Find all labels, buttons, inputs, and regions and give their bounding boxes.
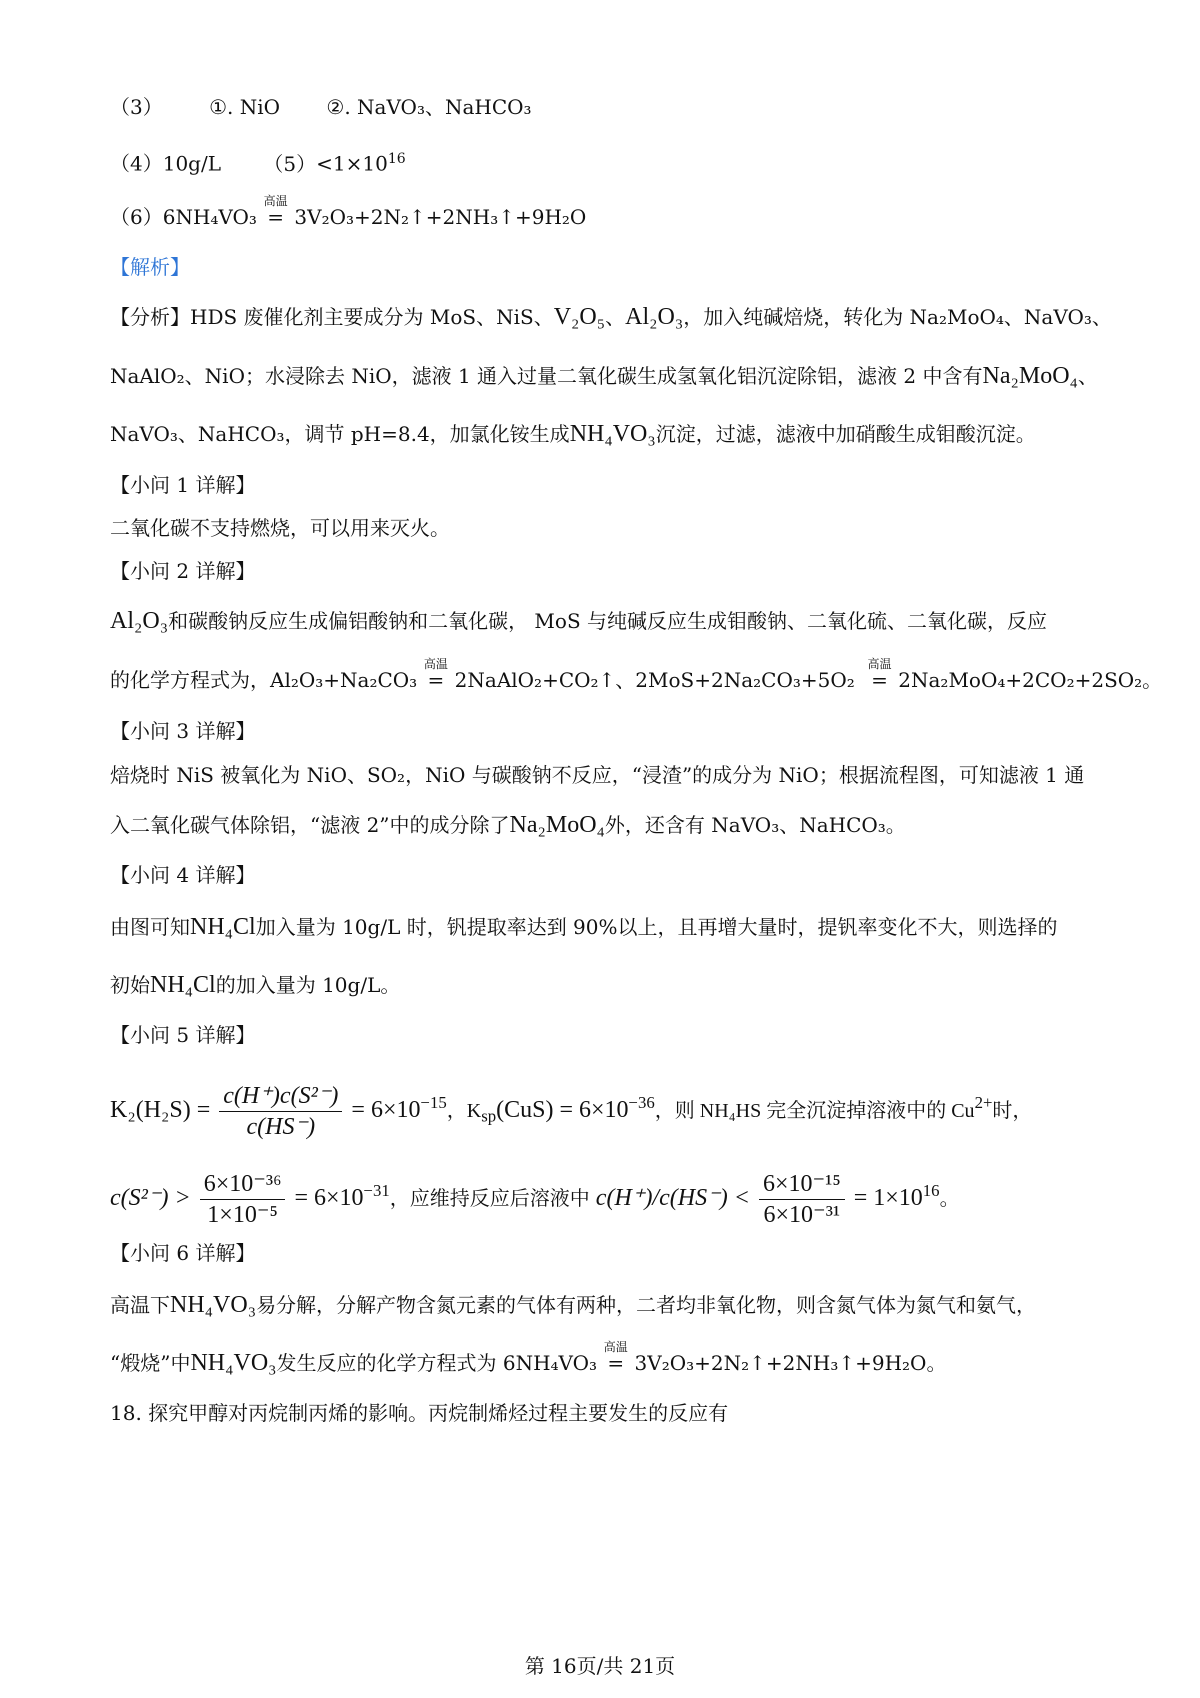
text: 的化学方程式为，: [110, 668, 270, 692]
q5-heading: 【小问 5 详解】: [110, 1023, 256, 1047]
answer-num: （4）: [110, 151, 163, 176]
q6-line-1: [110, 1290, 1100, 1320]
q2-line-2: [110, 657, 1163, 695]
q4-line-2: [110, 970, 1100, 1000]
formula: NH₄VO₃: [190, 1350, 277, 1376]
exponent: 16: [387, 151, 406, 167]
formula: NH₄Cl: [150, 972, 216, 998]
text: “煅烧”中: [110, 1351, 191, 1375]
analysis-line-3: [110, 419, 1100, 449]
exponent: 2+: [974, 1093, 993, 1112]
subscript: sp: [481, 1106, 497, 1126]
equation-rhs: 3V₂O₃+2N₂↑+2NH₃↑+9H₂O。: [634, 1351, 947, 1375]
text: ，则 NH₄HS 完全沉淀掉溶液中的 Cu: [654, 1100, 975, 1123]
value: = 6×10: [351, 1097, 421, 1124]
text: 发生反应的化学方程式为 6NH₄VO₃: [276, 1351, 598, 1375]
text: 时，: [992, 1100, 1033, 1123]
formula: c(S²⁻) >: [110, 1185, 191, 1212]
condition-label: 高温: [603, 1340, 628, 1354]
equation-lhs: 6NH₄VO₃: [162, 205, 257, 229]
formula: Na₂MoO₄: [982, 363, 1078, 389]
text: 易分解，分解产物含氮元素的气体有两种，二者均非氧化物，则含氮气体为氮气和氨气，: [256, 1293, 1037, 1317]
reaction-condition: 高温 =: [603, 1348, 628, 1378]
text: 。: [939, 1188, 960, 1211]
text: 、: [1077, 364, 1098, 388]
answer-part: ①. NiO: [209, 95, 281, 119]
q2-heading: 【小问 2 详解】: [110, 559, 256, 583]
fraction-denominator: 1×10⁻⁵: [207, 1202, 278, 1229]
answer-4-5: [110, 144, 1100, 179]
equation-rhs: 3V₂O₃+2N₂↑+2NH₃↑+9H₂O: [294, 205, 587, 229]
text: 和碳酸钠反应生成偏铝酸钠和二氧化碳， MoS 与纯碱反应生成钼酸钠、二氧化硫、二氧化碳，反应: [168, 609, 1048, 633]
fraction-numerator: 6×10⁻³⁶: [200, 1169, 286, 1200]
text: ，加入纯碱焙烧，转化为 Na₂MoO₄、NaVO₃、: [683, 305, 1112, 329]
formula: K₂(H₂S): [110, 1097, 191, 1124]
analysis-label: 【分析】: [110, 305, 190, 329]
text: HDS 废催化剂主要成分为 MoS、NiS、: [190, 305, 554, 329]
formula: c(H⁺)/c(HS⁻) <: [595, 1185, 750, 1212]
exponent: −36: [628, 1093, 655, 1112]
fraction: [200, 1169, 286, 1230]
equation-rhs: 2Na₂MoO₄+2CO₂+2SO₂。: [898, 668, 1163, 692]
formula: NH₄VO₃: [170, 1292, 257, 1318]
analysis-line-2: [110, 361, 1100, 391]
reaction-condition: 高温 =: [424, 665, 449, 695]
equation-lhs: Al₂O₃+Na₂CO₃: [270, 668, 418, 692]
q6-line-2: [110, 1340, 1100, 1378]
text: 由图可知: [110, 915, 190, 939]
answer-part: ②. NaVO₃、NaHCO₃: [326, 95, 532, 119]
formula: V₂O₅: [553, 304, 606, 330]
q1-heading: 【小问 1 详解】: [110, 473, 256, 497]
fraction: [759, 1169, 845, 1230]
condition-label: 高温: [867, 657, 892, 671]
text: 、: [605, 305, 626, 329]
formula: Al₂O₃: [110, 608, 169, 634]
answer-num: （3）: [110, 95, 163, 119]
text: NaAlO₂、NiO；水浸除去 NiO，滤液 1 通入过量二氧化碳生成氢氧化铝沉淀除铝，滤液 2 中含有: [110, 364, 983, 388]
question-18: 18. 探究甲醇对丙烷制丙烯的影响。丙烷制烯烃过程主要发生的反应有: [110, 1401, 729, 1425]
page-footer: 第 16页/共 21页: [524, 1654, 676, 1678]
q2-line-1: [110, 606, 1100, 636]
condition-label: 高温: [263, 194, 288, 208]
q6-heading: 【小问 6 详解】: [110, 1241, 256, 1265]
text: 加入量为 10g/L 时，钒提取率达到 90%以上，且再增大量时，提钒率变化不大，则选择的: [255, 915, 1058, 939]
text: 入二氧化碳气体除铝，“滤液 2”中的成分除了: [110, 813, 510, 837]
fraction: [219, 1081, 342, 1142]
q4-heading: 【小问 4 详解】: [110, 863, 256, 887]
text: 的加入量为 10g/L。: [215, 973, 401, 997]
text: 外，还含有 NaVO₃、NaHCO₃。: [604, 813, 906, 837]
formula: NH₄VO₃: [569, 421, 656, 447]
analysis-line-1: [110, 302, 1112, 332]
q3-heading: 【小问 3 详解】: [110, 719, 256, 743]
answer-num: （6）: [110, 205, 163, 229]
q3-line-2: [110, 810, 1100, 840]
exponent: 16: [922, 1181, 940, 1200]
reaction-condition: 高温 =: [867, 665, 892, 695]
text: 初始: [110, 973, 150, 997]
answer-6: [110, 194, 1100, 232]
answer-text: <1×10: [316, 151, 388, 176]
q5-equation-1: K₂(H₂S) = $\frac{\text{c(H⁺)c(S²⁻)}}{c(HS^-)}$ = $6\times 10^{-15}$，$K_{sp}(CuS) = 6\times 10^{-36}$，则 NH₄HS 完全沉淀掉溶液中的 $Cu^{2+}$时，: [110, 1083, 1033, 1141]
jiexi-heading: 【解析】: [110, 255, 190, 279]
q1-text: 二氧化碳不支持燃烧，可以用来灭火。: [110, 516, 450, 540]
exponent: −31: [363, 1181, 390, 1200]
text: 沉淀，过滤，滤液中加硝酸生成钼酸沉淀。: [655, 422, 1036, 446]
text: 高温下: [110, 1293, 170, 1317]
formula: NH₄Cl: [190, 914, 256, 940]
q5-equation-2: [110, 1158, 1100, 1229]
fraction-denominator: c(HS⁻): [246, 1114, 316, 1141]
fraction-numerator: c(H⁺)c(S²⁻): [219, 1081, 342, 1112]
value: = 6×10: [294, 1185, 364, 1212]
text: ，K: [446, 1100, 482, 1123]
fraction-numerator: 6×10⁻¹⁵: [759, 1169, 845, 1200]
value: (CuS) = 6×10: [496, 1097, 629, 1124]
q4-line-1: [110, 912, 1100, 942]
q3-line-1: 焙烧时 NiS 被氧化为 NiO、SO₂，NiO 与碳酸钠不反应，“浸渣”的成分为 NiO；根据流程图，可知滤液 1 通: [110, 763, 1085, 787]
answer-text: 10g/L: [162, 151, 222, 176]
condition-label: 高温: [423, 657, 448, 671]
exponent: −15: [420, 1093, 447, 1112]
answer-num: （5）: [263, 151, 317, 176]
text: ，应维持反应后溶液中: [389, 1188, 590, 1211]
answer-3: [110, 92, 1100, 122]
text: NaVO₃、NaHCO₃，调节 pH=8.4，加氯化铵生成: [110, 422, 570, 446]
value: = 1×10: [853, 1185, 923, 1212]
equation-rhs: 2NaAlO₂+CO₂↑、2MoS+2Na₂CO₃+5O₂: [454, 668, 855, 692]
formula: Na₂MoO₄: [509, 812, 605, 838]
fraction-denominator: 6×10⁻³¹: [763, 1202, 841, 1229]
formula: Al₂O₃: [625, 304, 684, 330]
reaction-condition: 高温 =: [263, 202, 288, 232]
